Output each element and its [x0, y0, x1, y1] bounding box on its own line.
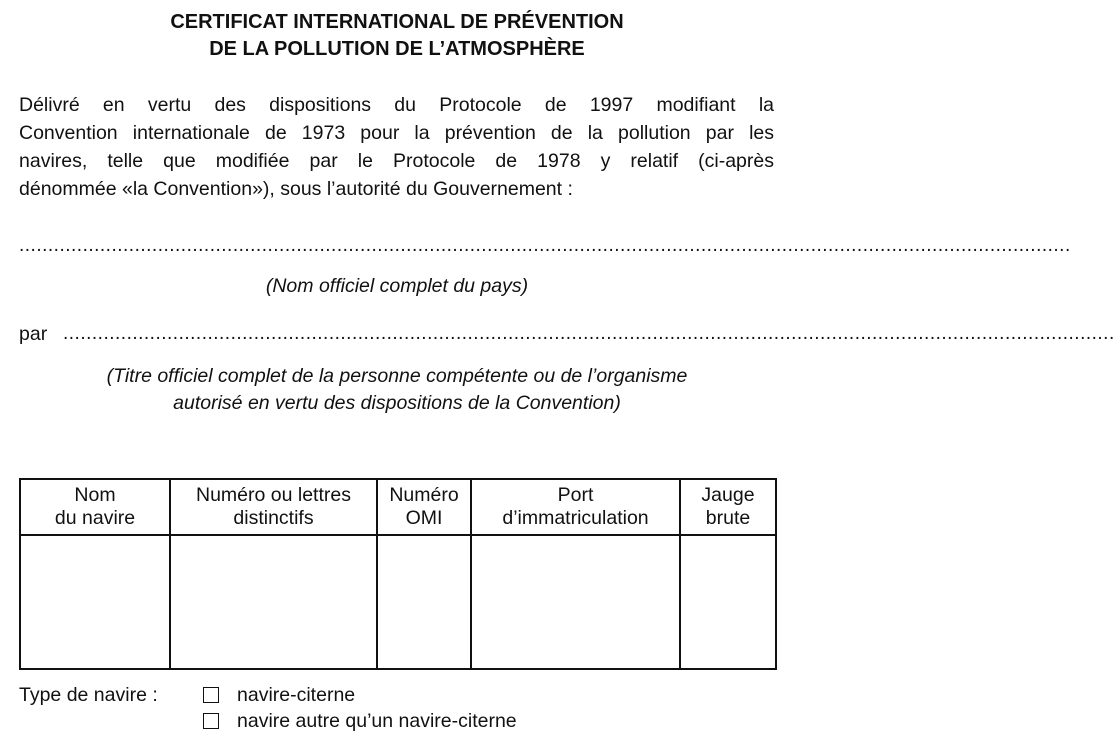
header-ship-name [20, 479, 170, 535]
certificate-title [0, 9, 794, 63]
table-row [20, 535, 776, 669]
header-distinctive-number [170, 479, 377, 535]
header-imo-number-line-1: Numéro [389, 484, 459, 506]
header-imo-number-line-2: OMI [405, 507, 443, 529]
ship-type-label: Type de navire : [19, 684, 158, 706]
header-distinctive-number-line-2: distinctifs [233, 507, 314, 529]
header-port-of-registry-line-2: d’immatriculation [502, 507, 649, 529]
intro-line-1: Délivré en vertu des dispositions du Protocole de 1997 modifiant la [19, 94, 774, 116]
header-gross-tonnage-line-1: Jauge [701, 484, 755, 506]
cell-ship-name[interactable] [20, 535, 170, 669]
checkbox-other-ship[interactable] [203, 713, 219, 729]
ship-particulars-table [19, 478, 777, 670]
ship-type-option-other[interactable] [203, 709, 517, 733]
header-port-of-registry-line-1: Port [557, 484, 594, 506]
authority-name-field[interactable]: ...................................................................................................................................................................................... [63, 323, 1115, 344]
header-imo-number [377, 479, 471, 535]
authority-caption-line-2: autorisé en vertu des dispositions de la Convention) [173, 392, 621, 414]
checkbox-tanker[interactable] [203, 687, 219, 703]
intro-line-2: Convention internationale de 1973 pour la prévention de la pollution par les [19, 122, 774, 144]
ship-type-option-tanker[interactable] [203, 683, 355, 707]
header-ship-name-line-2: du navire [54, 507, 136, 529]
title-line-2: DE LA POLLUTION DE L’ATMOSPHÈRE [209, 38, 585, 60]
authority-caption [0, 363, 794, 417]
header-gross-tonnage [680, 479, 776, 535]
header-gross-tonnage-line-2: brute [705, 507, 751, 529]
cell-gross-tonnage[interactable] [680, 535, 776, 669]
authority-caption-line-1: (Titre officiel complet de la personne compétente ou de l’organisme [106, 365, 688, 387]
header-distinctive-number-line-1: Numéro ou lettres [196, 484, 351, 506]
option-tanker-label: navire-citerne [237, 684, 356, 706]
cell-distinctive-number[interactable] [170, 535, 377, 669]
intro-paragraph [19, 91, 774, 203]
cell-port-of-registry[interactable] [471, 535, 680, 669]
title-line-1: CERTIFICAT INTERNATIONAL DE PRÉVENTION [170, 11, 624, 33]
intro-line-3: navires, telle que modifiée par le Protocole de 1978 y relatif (ci-après [19, 150, 774, 172]
cell-imo-number[interactable] [377, 535, 471, 669]
table-header-row [20, 479, 776, 535]
option-other-label: navire autre qu’un navire-citerne [237, 710, 517, 732]
header-port-of-registry [471, 479, 680, 535]
par-label: par [19, 323, 48, 345]
header-ship-name-line-1: Nom [74, 484, 116, 506]
country-name-caption: (Nom officiel complet du pays) [265, 275, 529, 297]
intro-line-4: dénommée «la Convention»), sous l’autorité du Gouvernement : [19, 178, 573, 200]
country-name-field[interactable]: ...................................................................................................................................................................................... [19, 235, 1071, 256]
